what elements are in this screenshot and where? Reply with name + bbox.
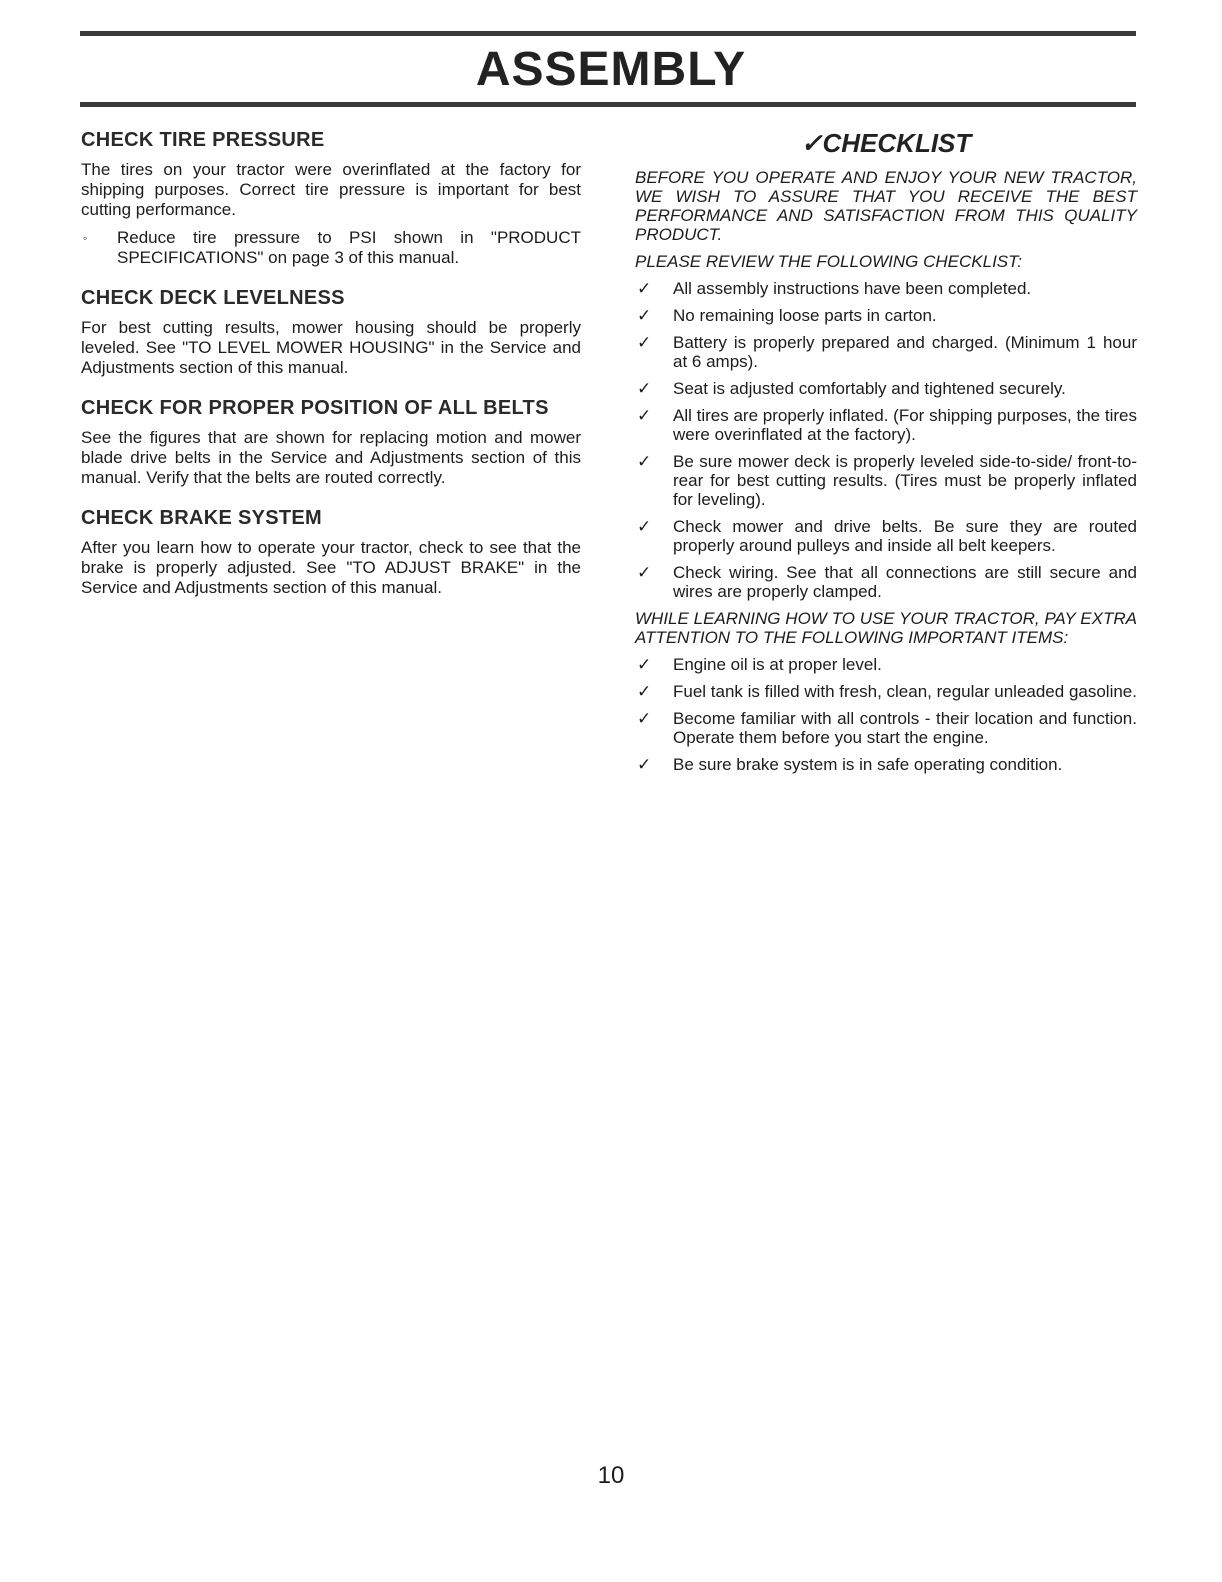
important-item-text: Engine oil is at proper level. [673,655,882,674]
checklist-item-text: Be sure mower deck is properly leveled side-to-side/ front-to-rear for best cutting results. (Tires must be properly inflated for leveling). [673,452,1137,509]
checklist-intro: BEFORE YOU OPERATE AND ENJOY YOUR NEW TRACTOR, WE WISH TO ASSURE THAT YOU RECEIVE THE BEST PERFORMANCE AND SATISFACTION FROM THIS QUALITY PRODUCT. [635,168,1137,244]
section-tire-pressure [81,128,581,268]
checklist-item [635,279,1137,298]
section-body: See the figures that are shown for replacing motion and mower blade drive belts in the Service and Adjustments section of this manual. Verify that the belts are routed correctly. [81,428,581,487]
section-deck-levelness [81,286,581,378]
checklist-item-text: Check mower and drive belts. Be sure they are routed properly around pulleys and inside all belt keepers. [673,517,1137,555]
important-items [635,655,1137,774]
checklist-item-text: All tires are properly inflated. (For shipping purposes, the tires were overinflated at the factory). [673,406,1137,444]
section-belts [81,396,581,488]
checklist-item [635,333,1137,371]
checkmark-icon: ✓ [637,682,652,701]
important-item-text: Be sure brake system is in safe operating condition. [673,755,1063,774]
checkmark-icon: ✓ [637,279,652,298]
section-body: After you learn how to operate your tractor, check to see that the brake is properly adjusted. See "TO ADJUST BRAKE" in the Service and Adjustments section of this manual. [81,538,581,597]
checkmark-icon: ✓ [637,379,652,398]
checklist-item [635,563,1137,601]
checklist-item [635,406,1137,444]
checkmark-icon: ✓ [637,517,652,536]
section-body: For best cutting results, mower housing should be properly leveled. See "TO LEVEL MOWER HOUSING" in the Service and Adjustments section of this manual. [81,318,581,377]
checkmark-icon: ✓ [637,709,652,728]
checkmark-icon: ✓ [637,306,652,325]
checklist-heading: ✓CHECKLIST [800,128,972,158]
important-item-text: Become familiar with all controls - their location and function. Operate them before you start the engine. [673,709,1137,747]
checklist-item-text: All assembly instructions have been completed. [673,279,1032,298]
checkmark-icon: ✓ [637,755,652,774]
checklist-items [635,279,1137,601]
checkmark-icon: ✓ [637,406,652,425]
important-item [635,755,1137,774]
checklist-item-text: Check wiring. See that all connections are still secure and wires are properly clamped. [673,563,1137,601]
section-brake-system [81,506,581,598]
page-title: ASSEMBLY [475,43,747,96]
section-heading: CHECK FOR PROPER POSITION OF ALL BELTS [81,397,549,419]
important-item [635,655,1137,674]
left-column [81,128,581,616]
section-heading: CHECK TIRE PRESSURE [81,129,325,151]
important-item [635,682,1137,701]
checklist-item-text: Seat is adjusted comfortably and tightened securely. [673,379,1066,398]
page-number: 10 [597,1462,625,1489]
checklist-item-text: No remaining loose parts in carton. [673,306,937,325]
checkmark-icon: ✓ [637,333,652,352]
section-heading: CHECK DECK LEVELNESS [81,287,345,309]
bullet-icon: ◦ [83,231,88,245]
checkmark-icon: ✓ [637,452,652,471]
checklist-item [635,306,1137,325]
right-column [635,128,1137,782]
checklist-item [635,379,1137,398]
section-body: The tires on your tractor were overinflated at the factory for shipping purposes. Correct tire pressure is important for best cutting performance. [81,160,581,219]
header-rule-bottom [80,102,1136,107]
checklist-item-text: Battery is properly prepared and charged. (Minimum 1 hour at 6 amps). [673,333,1137,371]
attention-prompt: WHILE LEARNING HOW TO USE YOUR TRACTOR, PAY EXTRA ATTENTION TO THE FOLLOWING IMPORTANT ITEMS: [635,609,1137,647]
checklist-item [635,517,1137,555]
checklist-review-prompt: PLEASE REVIEW THE FOLLOWING CHECKLIST: [635,252,1022,271]
important-item-text: Fuel tank is filled with fresh, clean, regular unleaded gasoline. [673,682,1137,701]
checkmark-icon: ✓ [637,563,652,582]
bullet-text: Reduce tire pressure to PSI shown in "PRODUCT SPECIFICATIONS" on page 3 of this manual. [117,228,581,267]
checklist-item [635,452,1137,509]
section-heading: CHECK BRAKE SYSTEM [81,507,322,529]
header-rule-top [80,31,1136,36]
important-item [635,709,1137,747]
checkmark-icon: ✓ [637,655,652,674]
bullet-item [81,228,581,268]
